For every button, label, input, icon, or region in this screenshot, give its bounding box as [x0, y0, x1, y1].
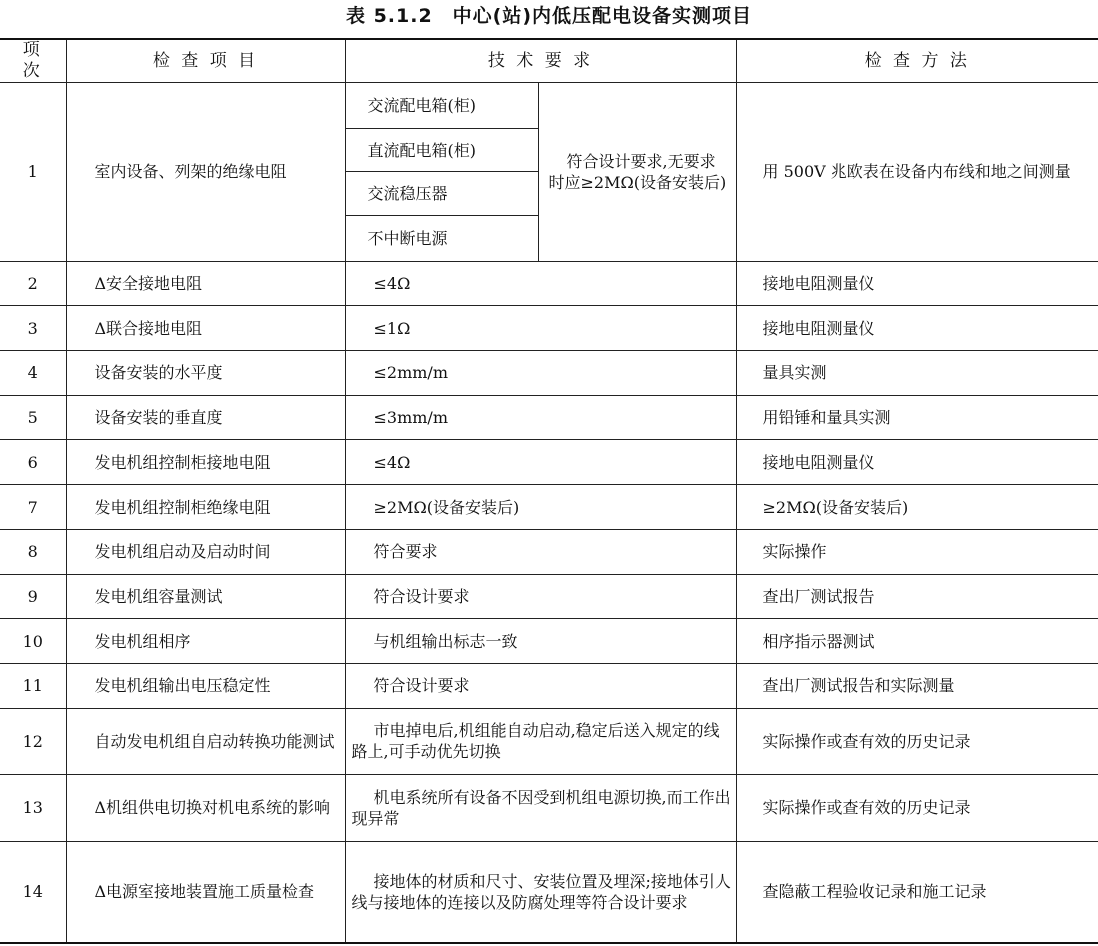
- header-item: 检 查 项 目: [66, 39, 345, 83]
- row-requirement: ≤1Ω: [345, 306, 736, 351]
- row-method: 用 500V 兆欧表在设备内布线和地之间测量: [736, 83, 1098, 262]
- row-requirement: 符合设计要求: [345, 663, 736, 708]
- row-num: 5: [0, 395, 66, 440]
- row-item: Δ安全接地电阻: [66, 261, 345, 306]
- measurement-table: [0, 38, 1098, 944]
- row-num: 2: [0, 261, 66, 306]
- header-method: 检 查 方 法: [736, 39, 1098, 83]
- row-num: 4: [0, 351, 66, 396]
- header-num: 项 次: [0, 39, 66, 83]
- sub-item: 交流配电箱(柜): [345, 83, 538, 129]
- row-item: 发电机组相序: [66, 619, 345, 664]
- row-requirement: ≥2MΩ(设备安装后): [345, 485, 736, 530]
- row-num: 1: [0, 83, 66, 262]
- table-row: [0, 485, 1098, 530]
- row-item: 设备安装的垂直度: [66, 395, 345, 440]
- row-requirement: 与机组输出标志一致: [345, 619, 736, 664]
- row-method: 实际操作或查有效的历史记录: [736, 708, 1098, 775]
- row-num: 13: [0, 775, 66, 842]
- row-requirement: 接地体的材质和尺寸、安装位置及埋深;接地体引人线与接地体的连接以及防腐处理等符合设计要求: [345, 841, 736, 943]
- header-row: [0, 39, 1098, 83]
- row-requirement: 符合要求: [345, 529, 736, 574]
- table-row: [0, 574, 1098, 619]
- table-row: [0, 708, 1098, 775]
- row-num: 11: [0, 663, 66, 708]
- row-num: 7: [0, 485, 66, 530]
- row-item: 发电机组容量测试: [66, 574, 345, 619]
- table-row: [0, 841, 1098, 943]
- sub-item: 直流配电箱(柜): [345, 128, 538, 172]
- row-requirement: ≤2mm/m: [345, 351, 736, 396]
- row-num: 6: [0, 440, 66, 485]
- row-method: 查出厂测试报告: [736, 574, 1098, 619]
- table-row: [0, 619, 1098, 664]
- row-method: 接地电阻测量仪: [736, 261, 1098, 306]
- row-requirement: 符合设计要求: [345, 574, 736, 619]
- row-item: Δ联合接地电阻: [66, 306, 345, 351]
- header-requirement: 技 术 要 求: [345, 39, 736, 83]
- row-num: 3: [0, 306, 66, 351]
- row-item: 自动发电机组自启动转换功能测试: [66, 708, 345, 775]
- row-requirement: ≤3mm/m: [345, 395, 736, 440]
- row-method: 查隐蔽工程验收记录和施工记录: [736, 841, 1098, 943]
- row-method: 接地电阻测量仪: [736, 306, 1098, 351]
- row-num: 12: [0, 708, 66, 775]
- table-row: [0, 83, 1098, 129]
- table-row: [0, 663, 1098, 708]
- table-title: 表 5.1.2 中心(站)内低压配电设备实测项目: [345, 5, 753, 27]
- table-row: [0, 775, 1098, 842]
- row-method: 实际操作: [736, 529, 1098, 574]
- row-requirement: ≤4Ω: [345, 261, 736, 306]
- row-method: 用铅锤和量具实测: [736, 395, 1098, 440]
- row-item: Δ电源室接地装置施工质量检查: [66, 841, 345, 943]
- sub-item: 不中断电源: [345, 216, 538, 262]
- row-num: 14: [0, 841, 66, 943]
- table-row: [0, 395, 1098, 440]
- sub-item: 交流稳压器: [345, 172, 538, 216]
- row-item: 发电机组控制柜接地电阻: [66, 440, 345, 485]
- table-row: [0, 306, 1098, 351]
- table-row: [0, 261, 1098, 306]
- row-method: 相序指示器测试: [736, 619, 1098, 664]
- row-item: 发电机组启动及启动时间: [66, 529, 345, 574]
- row-requirement: 符合设计要求,无要求时应≥2MΩ(设备安装后): [538, 83, 736, 262]
- row-method: 接地电阻测量仪: [736, 440, 1098, 485]
- row-requirement: 机电系统所有设备不因受到机组电源切换,而工作出现异常: [345, 775, 736, 842]
- row-num: 8: [0, 529, 66, 574]
- row-item: 发电机组控制柜绝缘电阻: [66, 485, 345, 530]
- row-item: Δ机组供电切换对机电系统的影响: [66, 775, 345, 842]
- row-requirement: ≤4Ω: [345, 440, 736, 485]
- row-method: 查出厂测试报告和实际测量: [736, 663, 1098, 708]
- table-row: [0, 440, 1098, 485]
- row-item: 发电机组输出电压稳定性: [66, 663, 345, 708]
- row-method: 实际操作或查有效的历史记录: [736, 775, 1098, 842]
- table-row: [0, 351, 1098, 396]
- table-row: [0, 529, 1098, 574]
- row-requirement: 市电掉电后,机组能自动启动,稳定后送入规定的线路上,可手动优先切换: [345, 708, 736, 775]
- row-method: 量具实测: [736, 351, 1098, 396]
- row-num: 10: [0, 619, 66, 664]
- row-item: 室内设备、列架的绝缘电阻: [66, 83, 345, 262]
- row-num: 9: [0, 574, 66, 619]
- row-method: ≥2MΩ(设备安装后): [736, 485, 1098, 530]
- row-item: 设备安装的水平度: [66, 351, 345, 396]
